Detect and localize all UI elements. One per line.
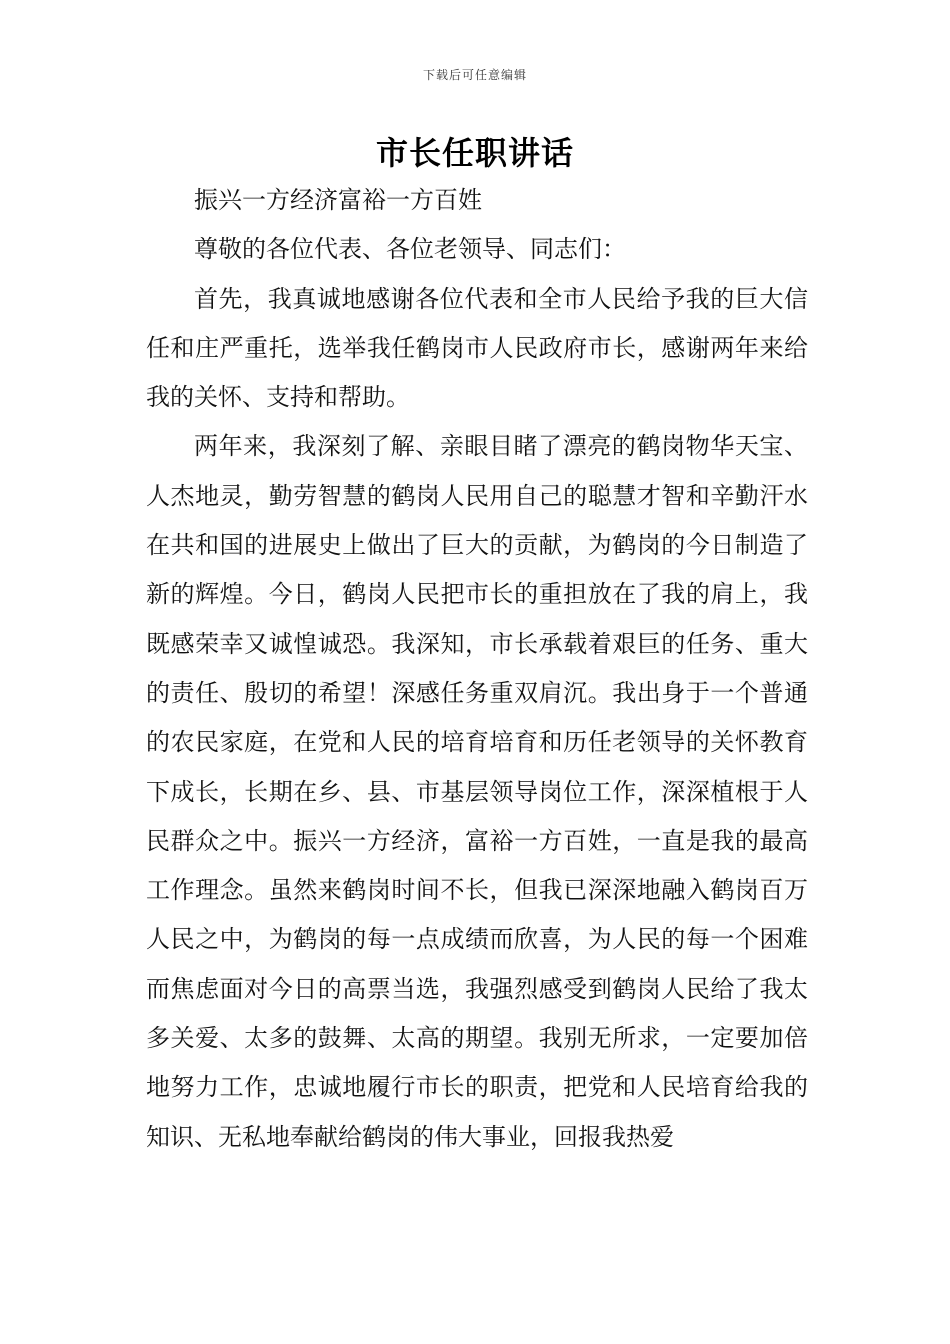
salutation: 尊敬的各位代表、各位老领导、同志们： (194, 235, 626, 264)
paragraph-main: 两年来，我深刻了解、亲眼目睹了漂亮的鹤岗物华天宝、人杰地灵，勤劳智慧的鹤岗人民用自己的聪慧才智和辛勤汗水在共和国的进展史上做出了巨大的贡献，为鹤岗的今日制造了新的辉煌。今日，鹤岗人民把市长的重担放在了我的肩上，我既感荣幸又诚惶诚恐。我深知，市长承载着艰巨的任务、重大的责任、殷切的希望！深感任务重双肩沉。我出身于一个普通的农民家庭，在党和人民的培育培育和历任老领导的关怀教育下成长，长期在乡、县、市基层领导岗位工作，深深植根于人民群众之中。振兴一方经济，富裕一方百姓，一直是我的最高工作理念。虽然来鹤岗时间不长，但我已深深地融入鹤岗百万人民之中，为鹤岗的每一点成绩而欣喜，为人民的每一个困难而焦虑面对今日的高票当选，我强烈感受到鹤岗人民给了我太多关爱、太多的鼓舞、太高的期望。我别无所求，一定要加倍地努力工作，忠诚地履行市长的职责，把党和人民培育给我的知识、无私地奉献给鹤岗的伟大事业，回报我热爱 (146, 432, 808, 1151)
subtitle-line: 振兴一方经济富裕一方百姓 (194, 186, 482, 214)
document-title: 市长任职讲话 (375, 134, 574, 172)
header-note: 下载后可任意编辑 (422, 68, 527, 82)
document-body (146, 176, 808, 1162)
paragraph-thanks: 首先，我真诚地感谢各位代表和全市人民给予我的巨大信任和庄严重托，选举我任鹤岗市人民政府市长，感谢两年来给我的关怀、支持和帮助。 (146, 284, 808, 412)
